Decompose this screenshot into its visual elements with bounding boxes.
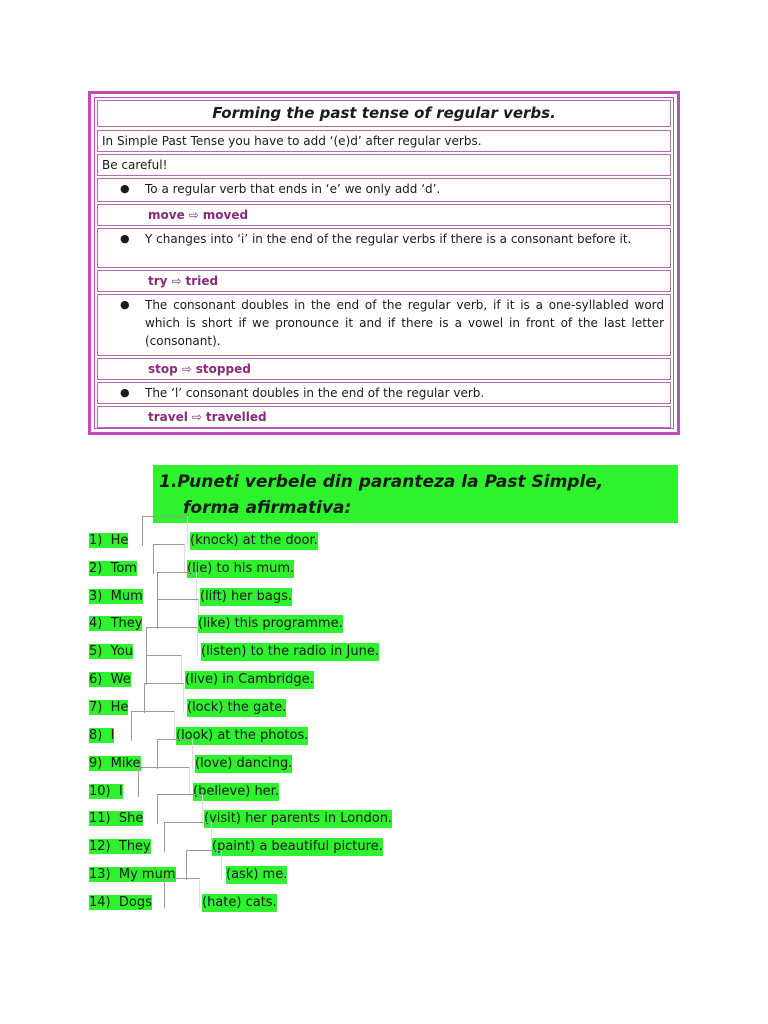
rule-2-text: Y changes into ‘i’ in the end of the regular verbs if there is a consonant before it. (145, 232, 632, 246)
answer-blank[interactable] (146, 627, 198, 657)
example-verb: move (148, 208, 185, 222)
exercise-item-subject: 14) Dogs (89, 895, 152, 910)
example-past: stopped (195, 362, 251, 376)
answer-blank[interactable] (157, 794, 203, 824)
exercise-heading-line1: 1.Puneti verbele din paranteza la Past Simple, (159, 472, 604, 492)
answer-blank[interactable] (157, 739, 193, 769)
exercise-item-rest: (ask) me. (226, 867, 288, 882)
exercise-item-subject: 6) We (89, 672, 131, 687)
exercise-item-subject: 11) She (89, 811, 144, 826)
rule-3-example (97, 358, 671, 380)
exercise-item-subject: 10) I (89, 784, 123, 799)
rule-4 (97, 382, 671, 404)
example-verb: travel (148, 410, 188, 424)
right-arrow-icon: ⇨ (181, 362, 192, 376)
exercise-item-subject: 2) Tom (89, 561, 137, 576)
rule-4-text: The ‘l’ consonant doubles in the end of the regular verb. (145, 386, 485, 400)
exercise-item (89, 894, 689, 914)
rule-2-example (97, 270, 671, 292)
exercise-item-rest: (believe) her. (193, 784, 279, 799)
answer-blank[interactable] (186, 850, 222, 880)
exercise-heading-line2: forma afirmativa: (183, 498, 352, 518)
answer-blank[interactable] (142, 516, 188, 546)
exercise-item-subject: 13) My mum (89, 867, 176, 882)
answer-blank[interactable] (153, 544, 185, 574)
exercise-item-rest: (lock) the gate. (187, 700, 287, 715)
exercise-item-rest: (lie) to his mum. (187, 561, 295, 576)
answer-blank[interactable] (144, 683, 184, 713)
answer-blank[interactable] (164, 878, 200, 908)
example-past: travelled (205, 410, 267, 424)
example-past: moved (202, 208, 249, 222)
answer-blank[interactable] (157, 599, 199, 629)
exercise-item-rest: (visit) her parents in London. (204, 811, 393, 826)
answer-blank[interactable] (146, 655, 182, 685)
exercise-item-rest: (listen) to the radio in June. (201, 644, 379, 659)
exercise-item-subject: 12) They (89, 839, 151, 854)
exercise-item-rest: (knock) at the door. (190, 533, 318, 548)
exercise-item-rest: (look) at the photos. (176, 728, 309, 743)
right-arrow-icon: ⇨ (171, 274, 182, 288)
rule-4-example (97, 406, 671, 428)
rule-3-text: The consonant doubles in the end of the regular verb, if it is a one-syllabled word which is short if we pronounce it and if there is a vowel in front of the last letter (consonant). (145, 298, 664, 348)
exercise-item-subject: 4) They (89, 616, 143, 631)
rules-title: Forming the past tense of regular verbs. (97, 100, 671, 127)
exercise-item-rest: (like) this programme. (198, 616, 343, 631)
exercise-heading (153, 465, 678, 523)
exercise-item-rest: (hate) cats. (202, 895, 277, 910)
exercise-item-subject: 7) He (89, 700, 129, 715)
bullet-icon: ● (120, 182, 130, 195)
rule-2 (97, 228, 671, 268)
rules-intro: In Simple Past Tense you have to add ‘(e)d’ after regular verbs. (97, 130, 671, 152)
right-arrow-icon: ⇨ (191, 410, 202, 424)
exercise-item-rest: (paint) a beautiful picture. (212, 839, 383, 854)
exercise-item-subject: 3) Mum (89, 589, 143, 604)
rule-1-example (97, 204, 671, 226)
exercise-item-subject: 8) I (89, 728, 115, 743)
exercise-item (89, 838, 689, 858)
rule-3 (97, 294, 671, 356)
rules-table (88, 91, 680, 435)
rules-careful: Be careful! (97, 154, 671, 176)
exercise-item-rest: (love) dancing. (195, 756, 293, 771)
answer-blank[interactable] (164, 822, 212, 852)
example-verb: try (148, 274, 168, 288)
bullet-icon: ● (120, 386, 130, 399)
answer-blank[interactable] (131, 711, 175, 741)
exercise-item-subject: 5) You (89, 644, 134, 659)
bullet-icon: ● (120, 298, 130, 311)
exercise-item-rest: (lift) her bags. (200, 589, 293, 604)
exercise-item-rest: (live) in Cambridge. (185, 672, 314, 687)
answer-blank[interactable] (138, 767, 190, 797)
example-verb: stop (148, 362, 178, 376)
bullet-icon: ● (120, 232, 130, 245)
right-arrow-icon: ⇨ (188, 208, 199, 222)
exercise-item-subject: 9) Mike (89, 756, 141, 771)
rule-1-text: To a regular verb that ends in ‘e’ we only add ‘d’. (145, 182, 441, 196)
exercise-item-subject: 1) He (89, 533, 129, 548)
rule-1 (97, 178, 671, 202)
example-past: tried (185, 274, 219, 288)
answer-blank[interactable] (157, 572, 197, 602)
exercise-item (89, 699, 689, 719)
